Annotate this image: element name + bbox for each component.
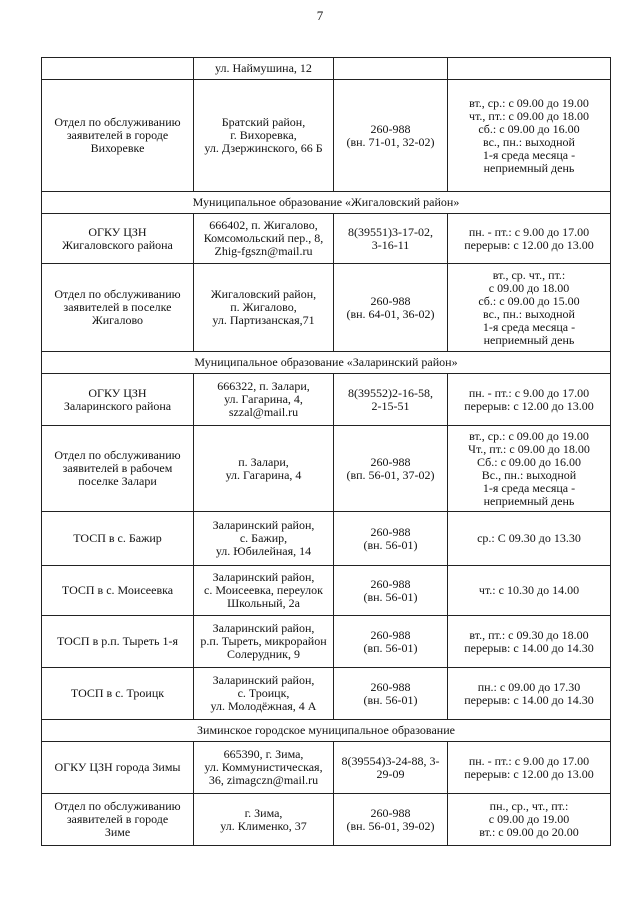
table-row	[42, 214, 611, 264]
table-row	[42, 264, 611, 352]
table-row	[42, 566, 611, 616]
section-title: Муниципальное образование «Заларинский район»	[42, 352, 611, 374]
office-name-cell: Отдел по обслуживанию заявителей в рабочем поселке Залари	[42, 426, 194, 512]
hours-cell: вт., ср.: с 09.00 до 19.00 Чт., пт.: с 09.00 до 18.00 Сб.: с 09.00 до 16.00 Вс., пн.: выходной 1-я среда месяца - неприемный день	[448, 426, 611, 512]
phone-cell: 260-988 (вп. 56-01)	[334, 616, 448, 668]
phone-cell: 260-988 (вн. 56-01)	[334, 512, 448, 566]
hours-cell: вт., пт.: с 09.30 до 18.00 перерыв: с 14.00 до 14.30	[448, 616, 611, 668]
phone-cell: 260-988 (вн. 64-01, 36-02)	[334, 264, 448, 352]
hours-cell	[448, 58, 611, 80]
hours-cell: вт., ср.: с 09.00 до 19.00 чт., пт.: с 09.00 до 18.00 сб.: с 09.00 до 16.00 вс., пн.: выходной 1-я среда месяца - неприемный день	[448, 80, 611, 192]
section-header-row	[42, 352, 611, 374]
hours-cell: пн.: с 09.00 до 17.30 перерыв: с 14.00 до 14.30	[448, 668, 611, 720]
table-row	[42, 58, 611, 80]
table-row	[42, 80, 611, 192]
address-cell: Братский район, г. Вихоревка, ул. Дзержинского, 66 Б	[194, 80, 334, 192]
phone-cell: 260-988 (вн. 56-01)	[334, 566, 448, 616]
table-row	[42, 742, 611, 794]
address-cell: Жигаловский район, п. Жигалово, ул. Партизанская,71	[194, 264, 334, 352]
section-title: Муниципальное образование «Жигаловский район»	[42, 192, 611, 214]
phone-cell: 8(39551)3-17-02, 3-16-11	[334, 214, 448, 264]
office-name-cell: ТОСП в с. Троицк	[42, 668, 194, 720]
office-name-cell: Отдел по обслуживанию заявителей в городе Вихоревке	[42, 80, 194, 192]
address-cell: п. Залари, ул. Гагарина, 4	[194, 426, 334, 512]
table-row	[42, 616, 611, 668]
address-cell: ул. Наймушина, 12	[194, 58, 334, 80]
address-cell: г. Зима, ул. Клименко, 37	[194, 794, 334, 846]
address-cell: Заларинский район, р.п. Тыреть, микрорайон Солерудник, 9	[194, 616, 334, 668]
hours-cell: пн., ср., чт., пт.: с 09.00 до 19.00 вт.: с 09.00 до 20.00	[448, 794, 611, 846]
office-name-cell: ТОСП в с. Моисеевка	[42, 566, 194, 616]
office-name-cell: Отдел по обслуживанию заявителей в городе Зиме	[42, 794, 194, 846]
table-row	[42, 512, 611, 566]
office-name-cell: ОГКУ ЦЗН Жигаловского района	[42, 214, 194, 264]
page-number: 7	[316, 8, 324, 23]
address-cell: Заларинский район, с. Бажир, ул. Юбилейная, 14	[194, 512, 334, 566]
phone-cell: 260-988 (вн. 71-01, 32-02)	[334, 80, 448, 192]
section-header-row	[42, 720, 611, 742]
table-row	[42, 426, 611, 512]
hours-cell: ср.: С 09.30 до 13.30	[448, 512, 611, 566]
office-name-cell: ОГКУ ЦЗН города Зимы	[42, 742, 194, 794]
office-name-cell: Отдел по обслуживанию заявителей в поселке Жигалово	[42, 264, 194, 352]
service-offices-table	[41, 57, 611, 846]
address-cell: 666322, п. Залари, ул. Гагарина, 4, szzal@mail.ru	[194, 374, 334, 426]
phone-cell	[334, 58, 448, 80]
section-title: Зиминское городское муниципальное образование	[42, 720, 611, 742]
phone-cell: 8(39554)3-24-88, 3- 29-09	[334, 742, 448, 794]
hours-cell: пн. - пт.: с 9.00 до 17.00 перерыв: с 12.00 до 13.00	[448, 374, 611, 426]
hours-cell: вт., ср. чт., пт.: с 09.00 до 18.00 сб.: с 09.00 до 15.00 вс., пн.: выходной 1-я среда месяца - неприемный день	[448, 264, 611, 352]
section-header-row	[42, 192, 611, 214]
office-name-cell: ТОСП в с. Бажир	[42, 512, 194, 566]
phone-cell: 260-988 (вн. 56-01, 39-02)	[334, 794, 448, 846]
address-cell: Заларинский район, с. Троицк, ул. Молодёжная, 4 А	[194, 668, 334, 720]
table-row	[42, 668, 611, 720]
hours-cell: чт.: с 10.30 до 14.00	[448, 566, 611, 616]
address-cell: 665390, г. Зима, ул. Коммунистическая, 36, zimagczn@mail.ru	[194, 742, 334, 794]
office-name-cell	[42, 58, 194, 80]
office-name-cell: ОГКУ ЦЗН Заларинского района	[42, 374, 194, 426]
address-cell: Заларинский район, с. Моисеевка, переулок Школьный, 2а	[194, 566, 334, 616]
table-row	[42, 794, 611, 846]
phone-cell: 260-988 (вп. 56-01, 37-02)	[334, 426, 448, 512]
hours-cell: пн. - пт.: с 9.00 до 17.00 перерыв: с 12.00 до 13.00	[448, 742, 611, 794]
address-cell: 666402, п. Жигалово, Комсомольский пер., 8, Zhig-fgszn@mail.ru	[194, 214, 334, 264]
office-name-cell: ТОСП в р.п. Тыреть 1-я	[42, 616, 194, 668]
phone-cell: 260-988 (вн. 56-01)	[334, 668, 448, 720]
table-row	[42, 374, 611, 426]
hours-cell: пн. - пт.: с 9.00 до 17.00 перерыв: с 12.00 до 13.00	[448, 214, 611, 264]
table-body	[42, 58, 611, 846]
phone-cell: 8(39552)2-16-58, 2-15-51	[334, 374, 448, 426]
